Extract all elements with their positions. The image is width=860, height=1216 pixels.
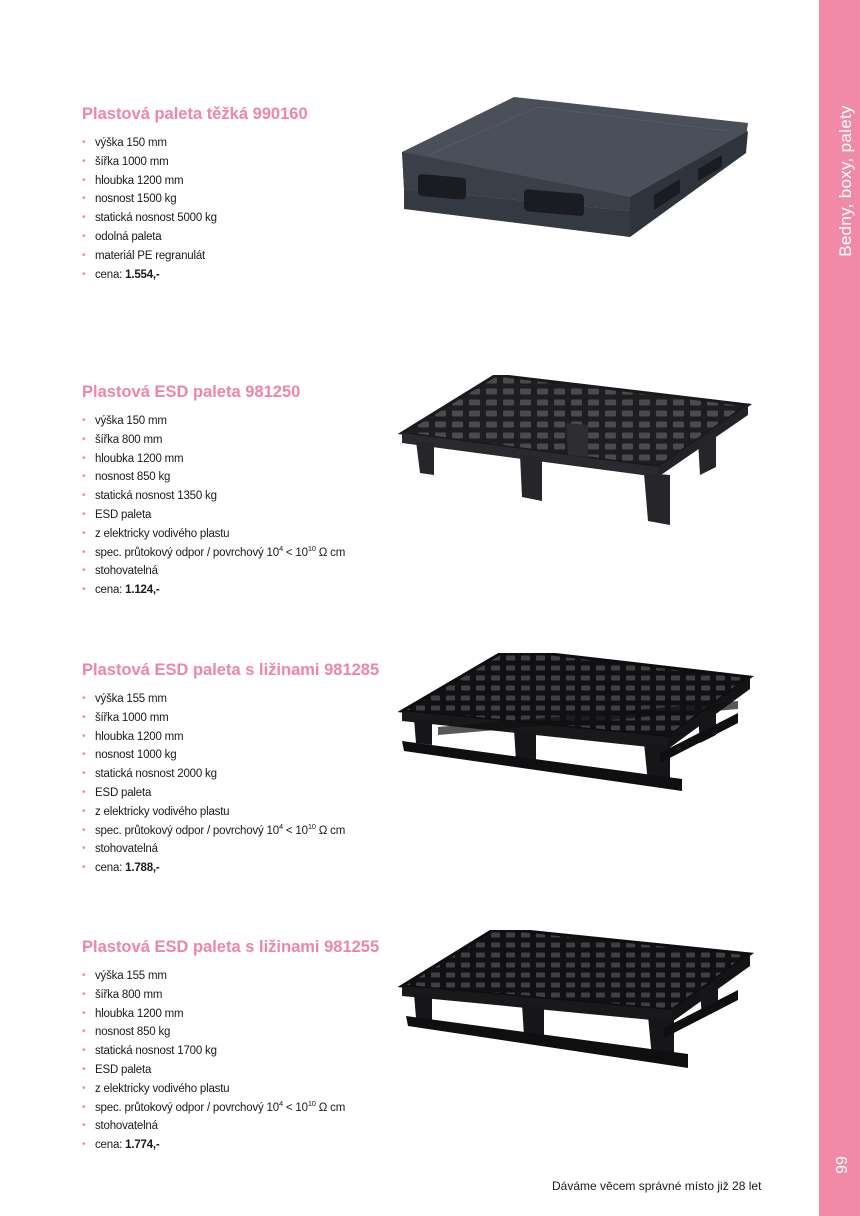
spec-item xyxy=(82,431,345,450)
spec-item xyxy=(82,487,345,506)
bullet-icon: • xyxy=(82,1007,86,1019)
bullet-icon: • xyxy=(82,730,86,742)
bullet-icon: • xyxy=(82,862,86,874)
spec-item xyxy=(82,134,217,153)
spec-item xyxy=(82,840,345,859)
resistance-unit: Ω cm xyxy=(315,824,346,837)
spec-list xyxy=(82,412,345,600)
spec-text: ESD paleta xyxy=(95,508,152,521)
spec-item xyxy=(82,690,345,709)
spec-text: materiál PE regranulát xyxy=(95,249,206,262)
spec-item xyxy=(82,153,217,172)
bullet-icon: • xyxy=(82,1082,86,1094)
bullet-icon: • xyxy=(82,1101,86,1113)
spec-text: nosnost 850 kg xyxy=(95,1026,171,1039)
price-value: 1.774,- xyxy=(125,1139,160,1152)
spec-item xyxy=(82,1023,345,1042)
resistance-exponent: 10 xyxy=(307,821,316,831)
spec-item xyxy=(82,765,345,784)
price-label: cena: xyxy=(95,862,126,875)
spec-list xyxy=(82,690,345,878)
spec-text: šířka 800 mm xyxy=(95,988,163,1001)
spec-text: stohovatelná xyxy=(95,1120,158,1133)
bullet-icon: • xyxy=(82,565,86,577)
spec-text: ESD paleta xyxy=(95,1063,152,1076)
product-title: Plastová ESD paleta s ližinami 981285 xyxy=(82,661,380,679)
spec-item xyxy=(82,967,345,986)
spec-item xyxy=(82,450,345,469)
spec-item xyxy=(82,986,345,1005)
spec-text: nosnost 1000 kg xyxy=(95,749,177,762)
spec-item xyxy=(82,228,217,247)
bullet-icon: • xyxy=(82,805,86,817)
spec-text: z elektricky vodivého plastu xyxy=(95,1082,230,1095)
spec-item xyxy=(82,562,345,581)
bullet-icon: • xyxy=(82,137,86,148)
spec-item xyxy=(82,803,345,822)
resistance-spec xyxy=(82,544,345,563)
bullet-icon: • xyxy=(82,174,86,186)
spec-item xyxy=(82,172,217,191)
spec-text: nosnost 1500 kg xyxy=(95,193,177,206)
spec-item xyxy=(82,1117,345,1136)
spec-item xyxy=(82,506,345,525)
esd-runner-pallet-image xyxy=(398,653,754,813)
bullet-icon: • xyxy=(82,230,86,242)
resistance-prefix: spec. průtokový odpor / povrchový 10 xyxy=(95,824,279,837)
bullet-icon: • xyxy=(82,584,86,596)
resistance-exponent: 4 xyxy=(278,543,283,553)
product-title: Plastová paleta těžká 990160 xyxy=(82,105,308,123)
bullet-icon: • xyxy=(82,1120,86,1132)
bullet-icon: • xyxy=(82,988,86,1000)
esd-pallet-image xyxy=(398,375,754,535)
bullet-icon: • xyxy=(82,268,86,280)
bullet-icon: • xyxy=(82,155,86,167)
price-label: cena: xyxy=(95,1139,126,1152)
resistance-spec xyxy=(82,1099,345,1118)
product-title: Plastová ESD paleta 981250 xyxy=(82,383,301,401)
resistance-mid: < 10 xyxy=(282,824,308,837)
spec-text: z elektricky vodivého plastu xyxy=(95,805,230,818)
bullet-icon: • xyxy=(82,433,86,445)
spec-text: statická nosnost 5000 kg xyxy=(95,212,217,225)
spec-item xyxy=(82,525,345,544)
bullet-icon: • xyxy=(82,1026,86,1038)
spec-text: statická nosnost 2000 kg xyxy=(95,768,217,781)
resistance-unit: Ω cm xyxy=(315,1101,346,1114)
price-item xyxy=(82,859,345,878)
spec-item xyxy=(82,1080,345,1099)
price-label: cena: xyxy=(95,268,126,281)
bullet-icon: • xyxy=(82,490,86,502)
product-card xyxy=(82,383,802,653)
product-card xyxy=(82,938,802,1208)
spec-item xyxy=(82,784,345,803)
price-label: cena: xyxy=(95,584,126,597)
spec-item xyxy=(82,746,345,765)
bullet-icon: • xyxy=(82,1045,86,1057)
spec-text: výška 150 mm xyxy=(95,415,167,427)
spec-text: stohovatelná xyxy=(95,843,158,856)
spec-text: šířka 1000 mm xyxy=(95,711,169,724)
resistance-unit: Ω cm xyxy=(315,546,346,559)
bullet-icon: • xyxy=(82,212,86,224)
spec-item xyxy=(82,728,345,747)
footer-tagline: Dáváme věcem správné místo již 28 let xyxy=(552,1179,762,1193)
bullet-icon: • xyxy=(82,193,86,205)
spec-text: nosnost 850 kg xyxy=(95,471,171,484)
spec-text: hloubka 1200 mm xyxy=(95,174,184,187)
price-value: 1.124,- xyxy=(125,584,160,597)
spec-text: hloubka 1200 mm xyxy=(95,1007,184,1020)
bullet-icon: • xyxy=(82,415,86,426)
bullet-icon: • xyxy=(82,508,86,520)
resistance-exponent: 4 xyxy=(278,821,283,831)
heavy-pallet-image xyxy=(398,97,754,247)
price-item xyxy=(82,266,217,285)
spec-item xyxy=(82,190,217,209)
product-title: Plastová ESD paleta s ližinami 981255 xyxy=(82,938,380,956)
spec-item xyxy=(82,1042,345,1061)
bullet-icon: • xyxy=(82,693,86,704)
product-card xyxy=(82,661,802,931)
spec-list xyxy=(82,134,217,284)
bullet-icon: • xyxy=(82,471,86,483)
spec-list xyxy=(82,967,345,1155)
price-value: 1.554,- xyxy=(125,268,160,281)
spec-item xyxy=(82,468,345,487)
price-value: 1.788,- xyxy=(125,862,160,875)
resistance-mid: < 10 xyxy=(282,1101,308,1114)
spec-text: výška 155 mm xyxy=(95,970,167,982)
spec-text: z elektricky vodivého plastu xyxy=(95,527,230,540)
section-title: Bedny, boxy, palety xyxy=(836,105,855,257)
product-card xyxy=(82,105,802,375)
bullet-icon: • xyxy=(82,749,86,761)
spec-text: ESD paleta xyxy=(95,786,152,799)
spec-text: odolná paleta xyxy=(95,230,162,243)
resistance-exponent: 10 xyxy=(307,543,316,553)
spec-text: šířka 800 mm xyxy=(95,433,163,446)
esd-runner-pallet-image xyxy=(398,930,754,1090)
bullet-icon: • xyxy=(82,843,86,855)
spec-item xyxy=(82,1005,345,1024)
bullet-icon: • xyxy=(82,249,86,261)
spec-text: stohovatelná xyxy=(95,565,158,578)
spec-item xyxy=(82,247,217,266)
resistance-exponent: 4 xyxy=(278,1098,283,1108)
spec-item xyxy=(82,412,345,431)
price-item xyxy=(82,581,345,600)
spec-text: šířka 1000 mm xyxy=(95,155,169,168)
bullet-icon: • xyxy=(82,768,86,780)
bullet-icon: • xyxy=(82,824,86,836)
spec-text: hloubka 1200 mm xyxy=(95,730,184,743)
resistance-prefix: spec. průtokový odpor / povrchový 10 xyxy=(95,546,279,559)
spec-item xyxy=(82,1061,345,1080)
bullet-icon: • xyxy=(82,970,86,981)
spec-text: hloubka 1200 mm xyxy=(95,452,184,465)
bullet-icon: • xyxy=(82,527,86,539)
page-number: 99 xyxy=(834,1156,851,1174)
bullet-icon: • xyxy=(82,711,86,723)
bullet-icon: • xyxy=(82,1063,86,1075)
spec-text: výška 155 mm xyxy=(95,693,167,705)
bullet-icon: • xyxy=(82,786,86,798)
resistance-spec xyxy=(82,822,345,841)
spec-text: statická nosnost 1350 kg xyxy=(95,490,217,503)
resistance-prefix: spec. průtokový odpor / povrchový 10 xyxy=(95,1101,279,1114)
spec-item xyxy=(82,209,217,228)
bullet-icon: • xyxy=(82,452,86,464)
price-item xyxy=(82,1136,345,1155)
resistance-exponent: 10 xyxy=(307,1098,316,1108)
spec-text: výška 150 mm xyxy=(95,137,167,149)
spec-text: statická nosnost 1700 kg xyxy=(95,1045,217,1058)
bullet-icon: • xyxy=(82,1139,86,1151)
resistance-mid: < 10 xyxy=(282,546,308,559)
spec-item xyxy=(82,709,345,728)
bullet-icon: • xyxy=(82,546,86,558)
